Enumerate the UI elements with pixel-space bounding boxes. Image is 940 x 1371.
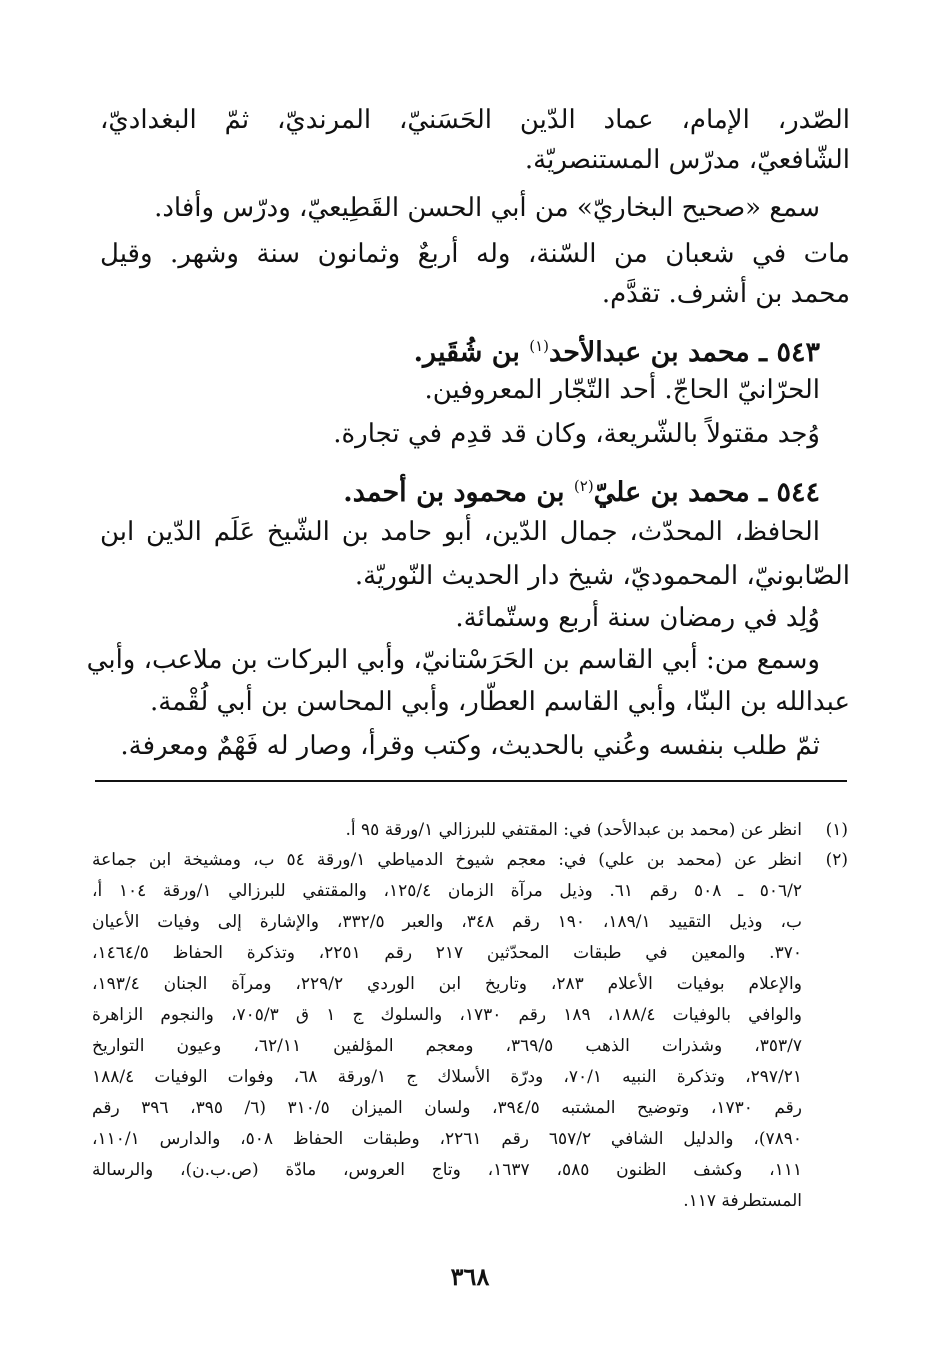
footnote-line: ٣٧٠. والمعين في طبقات المحدّثين ٢١٧ رقم ٢٢٥١، وتذكرة الحفاظ ١٤٦٤/٥، xyxy=(92,943,802,963)
footnote-line: ٥٠٦/٢ ـ ٥٠٨ رقم ٦١. وذيل مرآة الزمان ١٢٥/٤، والمقتفي للبرزالي ١/ورقة ١٠٤ أ، xyxy=(92,881,802,901)
footnote-marker: (١) xyxy=(529,337,550,355)
body-line: الحرّانيّ الحاجّ. أحد التّجّار المعروفين. xyxy=(424,375,820,405)
footnote-line: انظر عن (محمد بن علي) في: معجم شيوخ الدمياطي ١/ورقة ٥٤ ب، ومشيخة ابن جماعة xyxy=(92,850,802,870)
body-line: محمد بن أشرف. تقدَّم. xyxy=(601,279,850,309)
body-line: الحافظ، المحدّث، جمال الدّين، أبو حامد بن الشّيخ عَلَم الدّين ابن xyxy=(100,517,820,547)
footnote-line: رقم ١٧٣٠، وتوضيح المشتبه ٣٩٤/٥، ولسان الميزان ٣١٠/٥ (٦/ ٣٩٥، ٣٩٦ رقم xyxy=(92,1098,803,1118)
footnote-number: (١) xyxy=(825,820,848,840)
footnote-line: ٢٩٧/٢١، وتذكرة النبيه ٧٠/١، ودرّة الأسلاك ج ١/ورقة ٦٨، وفوات الوفيات ١٨٨/٤ xyxy=(92,1067,803,1087)
footnote-line: المستطرفة ١١٧. xyxy=(683,1191,802,1211)
footnote-line: ٣٥٣/٧، وشذرات الذهب ٣٦٩/٥، ومعجم المؤلفين ٦٢/١١، وعيون التواريخ xyxy=(92,1036,803,1056)
heading-text: بن محمود بن أحمد. xyxy=(343,477,574,508)
footnote-separator xyxy=(95,780,847,782)
body-line: وُجد مقتولاً بالشّريعة، وكان قد قدِم في تجارة. xyxy=(333,419,820,449)
entry-heading-544 xyxy=(343,466,820,513)
footnote-line: ١١١، وكشف الظنون ٥٨٥، ١٦٣٧، وتاج العروس، مادّة (ص.ب.ن)، والرسالة xyxy=(92,1160,803,1180)
heading-text: ٥٤٣ ـ محمد بن عبدالأحد xyxy=(549,337,820,368)
footnote-line: والوافي بالوفيات ١٨٨/٤، ١٨٩ رقم ١٧٣٠، والسلوك ج ١ ق ٧٠٥/٣، والنجوم الزاهرة xyxy=(92,1005,803,1025)
entry-heading-543 xyxy=(414,326,820,373)
footnote-number: (٢) xyxy=(825,850,848,870)
footnote-marker: (٢) xyxy=(573,477,594,495)
body-line: عبدالله بن البنّا، وأبي القاسم العطّار، وأبي المحاسن بن أبي لُقْمة. xyxy=(149,687,850,717)
body-line: مات في شعبان من السّنة، وله أربعٌ وثمانون سنة وشهر. وقيل xyxy=(100,239,850,269)
footnote-line: ب، وذيل التقييد ١٨٩/١، ١٩٠ رقم ٣٤٨، والعبر ٣٣٢/٥، والإشارة إلى وفيات الأعيان xyxy=(92,912,803,932)
body-line: ثمّ طلب بنفسه وعُني بالحديث، وكتب وقرأ، وصار له فَهْمٌ ومعرفة. xyxy=(120,731,820,761)
footnote-line: والإعلام بوفيات الأعلام ٢٨٣، وتاريخ ابن الوردي ٢٢٩/٢، ومرآة الجنان ١٩٣/٤، xyxy=(92,974,802,994)
body-line: وُلِد في رمضان سنة أربع وستّمائة. xyxy=(455,603,820,633)
body-line: الصّابونيّ، المحموديّ، شيخ دار الحديث النّوريّة. xyxy=(354,561,850,591)
footnote-line: ٧٨٩٠)، والدليل الشافي ٦٥٧/٢ رقم ٢٢٦١، وطبقات الحفاظ ٥٠٨، والدارس ١١٠/١، xyxy=(92,1129,802,1149)
heading-text: ٥٤٤ ـ محمد بن عليّ xyxy=(593,477,820,508)
footnote-text: انظر عن (محمد بن عبدالأحد) في: المقتفي للبرزالي ١/ورقة ٩٥ أ. xyxy=(345,820,802,840)
body-line: الصّدر، الإمام، عماد الدّين الحَسَنيّ، المرنديّ، ثمّ البغداديّ، xyxy=(100,105,850,135)
body-line: وسمع من: أبي القاسم بن الحَرَسْتانيّ، وأبي البركات بن ملاعب، وأبي xyxy=(86,645,820,675)
page-number: ٣٦٨ xyxy=(450,1262,490,1291)
body-line: الشّافعيّ، مدرّس المستنصريّة. xyxy=(524,145,850,175)
body-line: سمع «صحيح البخاريّ» من أبي الحسن القَطِيعيّ، ودرّس وأفاد. xyxy=(154,193,820,223)
heading-text: بن شُقَير. xyxy=(413,337,530,368)
